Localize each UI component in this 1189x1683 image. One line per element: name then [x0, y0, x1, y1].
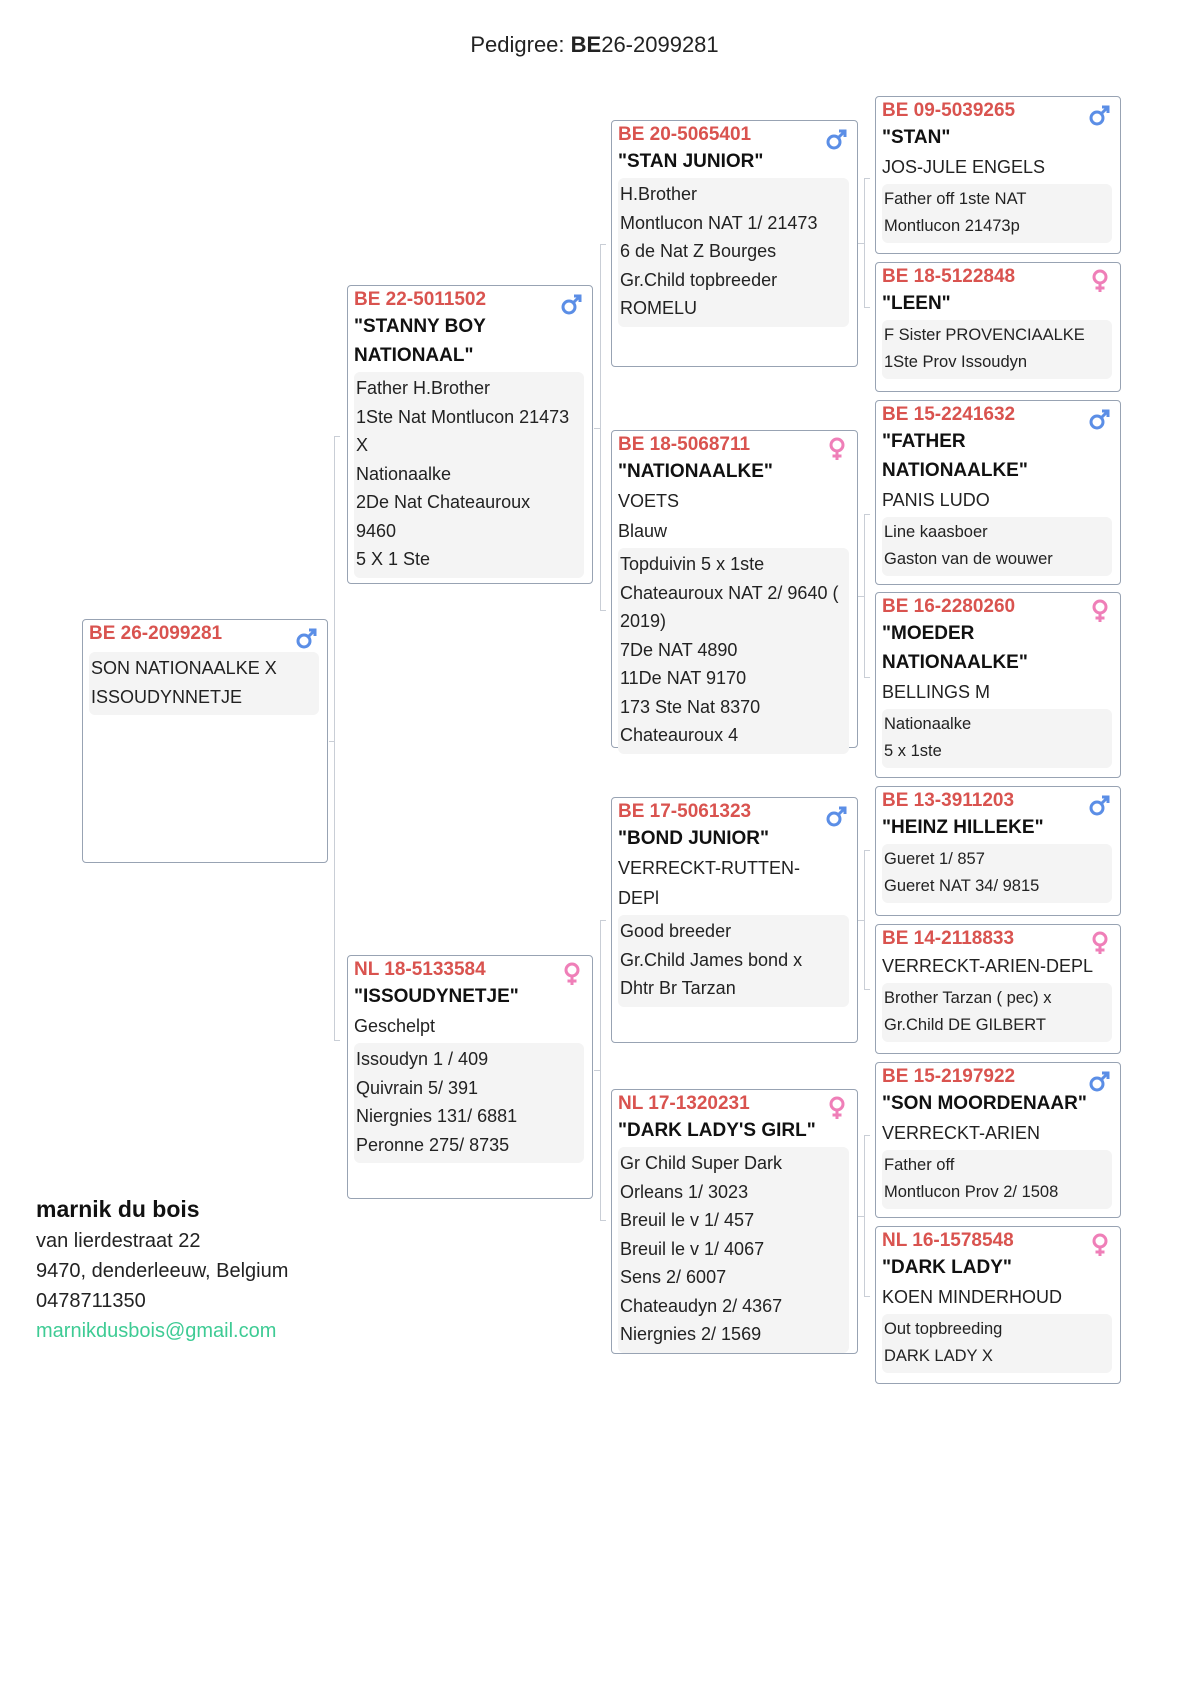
ring-number: BE 14-2118833 [882, 928, 1015, 949]
pigeon-name: "NATIONAALKE" [618, 461, 773, 482]
pigeon-card-sire-sire[interactable] [611, 120, 858, 367]
pigeon-notes: SON NATIONAALKE X ISSOUDYNNETJE [89, 652, 319, 715]
breeder-name: marnik du bois [36, 1196, 200, 1222]
pigeon-notes: Gueret 1/ 857 Gueret NAT 34/ 9815 [882, 844, 1112, 903]
title-ring-number: 26-2099281 [601, 32, 719, 57]
pigeon-owner: VERRECKT-RUTTEN- DEPl [618, 858, 801, 908]
pigeon-card-dam-dam[interactable] [611, 1089, 858, 1354]
pigeon-owner: VERRECKT-ARIEN-DEPL [882, 956, 1094, 976]
female-icon [1088, 599, 1112, 623]
pigeon-notes: F Sister PROVENCIAALKE 1Ste Prov Issoudyn [882, 320, 1112, 379]
connector-subject-stem [329, 741, 335, 742]
pigeon-notes: Gr Child Super Dark Orleans 1/ 3023 Breuil le v 1/ 457 Breuil le v 1/ 4067 Sens 2/ 6007 Chateaudyn 2/ 4367 Niergnies 2/ 1569 [618, 1147, 849, 1353]
title-prefix: Pedigree: [470, 32, 571, 57]
connector-dam-stem [594, 1070, 601, 1071]
pigeon-name: "DARK LADY" [882, 1257, 1012, 1278]
ring-number: BE 13-3911203 [882, 790, 1015, 811]
pigeon-name: "SON MOORDENAAR" [882, 1093, 1087, 1114]
pigeon-owner: KOEN MINDERHOUD [882, 1287, 1063, 1307]
pigeon-notes: Brother Tarzan ( pec) x Gr.Child DE GILBERT [882, 983, 1112, 1042]
connector-ss-stem [858, 243, 865, 244]
pigeon-card-subject[interactable] [82, 619, 328, 863]
pigeon-name: "ISSOUDYNETJE" [354, 986, 519, 1007]
connector-sd-stem [858, 596, 865, 597]
ring-number: NL 16-1578548 [882, 1230, 1014, 1251]
pigeon-notes: Nationaalke 5 x 1ste [882, 709, 1112, 768]
male-icon [1088, 103, 1112, 127]
page-title [0, 32, 1189, 58]
pigeon-notes: Father off 1ste NAT Montlucon 21473p [882, 184, 1112, 243]
pigeon-card-dam[interactable] [347, 955, 593, 1199]
ring-number: BE 22-5011502 [354, 289, 487, 310]
pigeon-notes: Father H.Brother 1Ste Nat Montlucon 21473 X Nationaalke 2De Nat Chateauroux 9460 5 X 1 Ste [354, 372, 584, 578]
pigeon-owner: PANIS LUDO [882, 490, 990, 510]
ring-number: BE 20-5065401 [618, 124, 752, 145]
pigeon-owner: Geschelpt [354, 1016, 436, 1036]
male-icon [825, 804, 849, 828]
pigeon-card-sire-dam[interactable] [611, 430, 858, 748]
breeder-street: van lierdestraat 22 [36, 1230, 201, 1252]
female-icon [1088, 1233, 1112, 1257]
pigeon-name: "HEINZ HILLEKE" [882, 817, 1044, 838]
connector-sire-stem [594, 428, 601, 429]
male-icon [1088, 793, 1112, 817]
ring-number: NL 17-1320231 [618, 1093, 750, 1114]
ring-number: BE 15-2241632 [882, 404, 1016, 425]
pigeon-name: "FATHER NATIONAALKE" [882, 431, 1028, 481]
breeder-city: 9470, denderleeuw, Belgium [36, 1260, 289, 1282]
ring-number: BE 09-5039265 [882, 100, 1016, 121]
pigeon-card-sdd[interactable] [875, 592, 1121, 778]
pigeon-name: "DARK LADY'S GIRL" [618, 1120, 816, 1141]
pigeon-card-sire[interactable] [347, 285, 593, 584]
pigeon-notes: Topduivin 5 x 1ste Chateauroux NAT 2/ 9640 ( 2019) 7De NAT 4890 11De NAT 9170 173 Ste Nat 8370 Chateauroux 4 [618, 548, 849, 754]
connector-ds-stem [858, 920, 865, 921]
male-icon [560, 292, 584, 316]
pigeon-card-dsd[interactable] [875, 924, 1121, 1054]
pigeon-owner: BELLINGS M [882, 682, 991, 702]
pigeon-name: "LEEN" [882, 293, 951, 314]
pigeon-card-ssd[interactable] [875, 262, 1121, 392]
pigeon-card-dss[interactable] [875, 786, 1121, 916]
female-icon [825, 437, 849, 461]
pigeon-name: "STAN JUNIOR" [618, 151, 764, 172]
pigeon-card-ddd[interactable] [875, 1226, 1121, 1384]
ring-number: BE 15-2197922 [882, 1066, 1016, 1087]
pigeon-owner: VERRECKT-ARIEN [882, 1123, 1041, 1143]
ring-number: NL 18-5133584 [354, 959, 486, 980]
title-country: BE [570, 32, 602, 57]
breeder-phone: 0478711350 [36, 1290, 146, 1312]
pigeon-notes: Issoudyn 1 / 409 Quivrain 5/ 391 Niergnies 131/ 6881 Peronne 275/ 8735 [354, 1043, 584, 1163]
female-icon [1088, 269, 1112, 293]
male-icon [1088, 1069, 1112, 1093]
pigeon-card-dds[interactable] [875, 1062, 1121, 1218]
pigeon-name: "BOND JUNIOR" [618, 828, 770, 849]
ring-number: BE 16-2280260 [882, 596, 1016, 617]
pigeon-name: "STAN" [882, 127, 951, 148]
female-icon [825, 1096, 849, 1120]
male-icon [1088, 407, 1112, 431]
male-icon [825, 127, 849, 151]
connector-dd-stem [858, 1216, 865, 1217]
female-icon [1088, 931, 1112, 955]
pigeon-notes: Line kaasboer Gaston van de wouwer [882, 517, 1112, 576]
pigeon-card-sss[interactable] [875, 96, 1121, 254]
ring-number: BE 18-5068711 [618, 434, 751, 455]
breeder-email-link[interactable]: marnikdusbois@gmail.com [36, 1320, 277, 1342]
pigeon-name: "MOEDER NATIONAALKE" [882, 623, 1028, 673]
pigeon-notes: Out topbreeding DARK LADY X [882, 1314, 1112, 1373]
pigeon-owner: JOS-JULE ENGELS [882, 157, 1046, 177]
ring-number: BE 17-5061323 [618, 801, 752, 822]
ring-number: BE 18-5122848 [882, 266, 1016, 287]
breeder-info [36, 1192, 288, 1346]
pigeon-card-sds[interactable] [875, 400, 1121, 585]
male-icon [295, 626, 319, 650]
pigeon-notes: Good breeder Gr.Child James bond x Dhtr Br Tarzan [618, 915, 849, 1007]
connector-subject [334, 436, 340, 1041]
pigeon-owner: VOETS Blauw [618, 491, 680, 541]
ring-number: BE 26-2099281 [89, 623, 223, 644]
pigeon-notes: Father off Montlucon Prov 2/ 1508 [882, 1150, 1112, 1209]
female-icon [560, 962, 584, 986]
pigeon-card-dam-sire[interactable] [611, 797, 858, 1043]
pigeon-name: "STANNY BOY NATIONAAL" [354, 316, 486, 366]
pigeon-notes: H.Brother Montlucon NAT 1/ 21473 6 de Nat Z Bourges Gr.Child topbreeder ROMELU [618, 178, 849, 327]
